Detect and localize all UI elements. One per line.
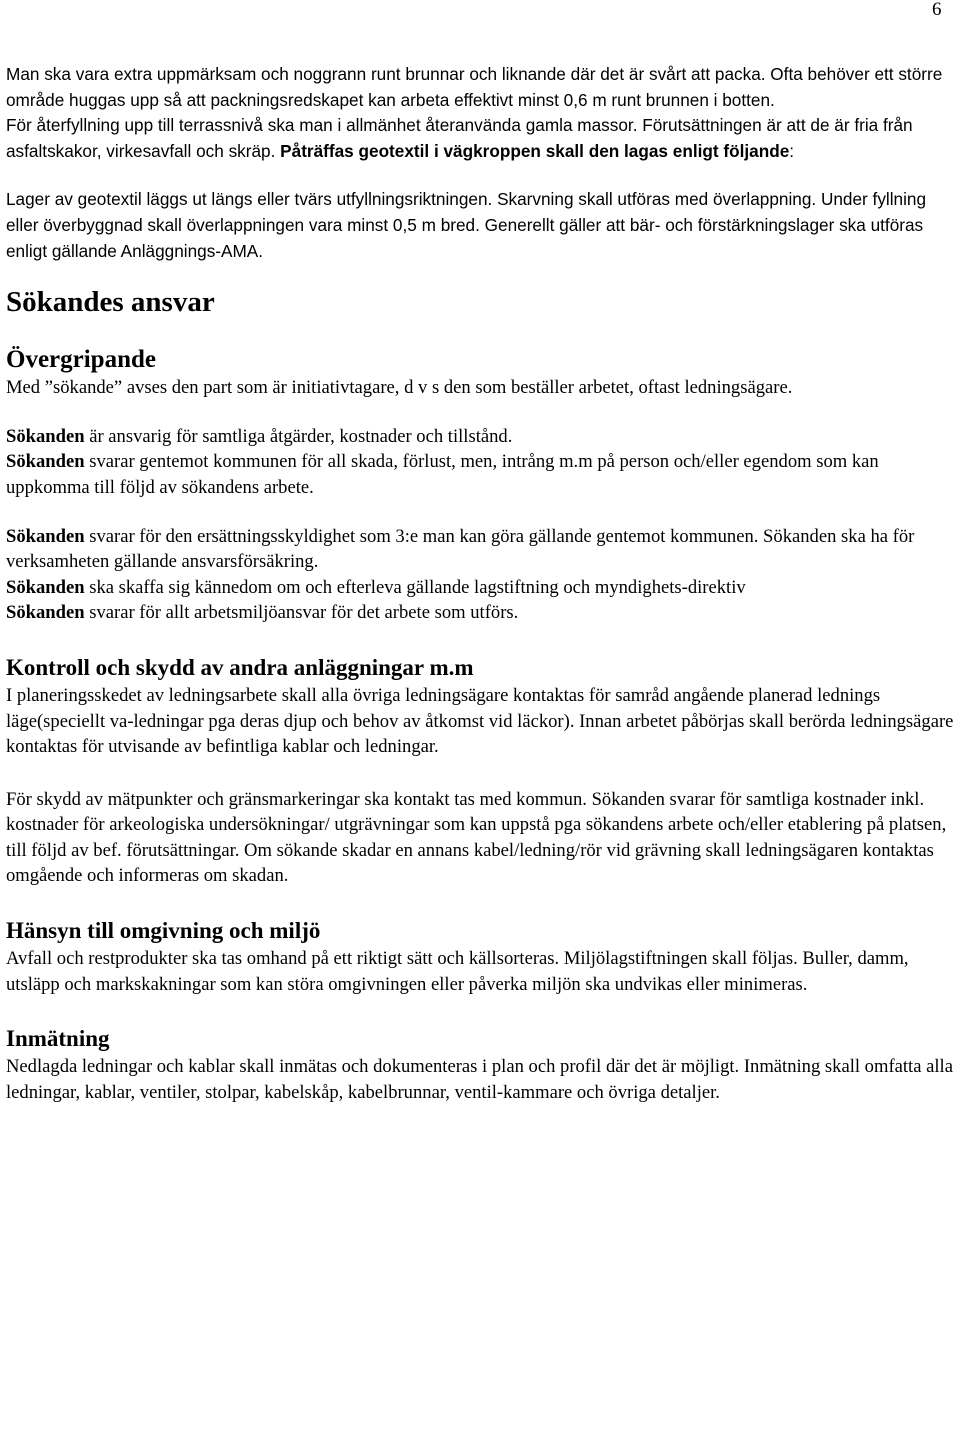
spacer <box>6 760 956 787</box>
intro-p3b-text: Under fyllning eller överbyggnad skall överlappningen vara minst 0,5 m bred. Generellt gäller att bär- och förstärkningslager ska utföras enligt gällande Anläggnings-AMA. <box>6 189 927 261</box>
sokandes-statement-3 <box>6 524 956 575</box>
document-body <box>6 62 956 1105</box>
spacer <box>6 164 956 187</box>
intro-p2-bold: Påträffas geotextil i vägkroppen skall den lagas enligt följande <box>280 140 790 161</box>
page-number: 6 <box>932 0 942 20</box>
kontroll-paragraph-1: I planeringsskedet av ledningsarbete skall alla övriga ledningsägare kontaktas för samråd angående planerad lednings läge(speciellt va-ledningar pga deras djup och behov av åtkomst vid läckor). Innan arbetet påbörjas skall berörda ledningsägare kontaktas för utvisande av befintliga kablar och ledningar. <box>6 684 954 758</box>
statement-text: svarar för den ersättningsskyldighet som 3:e man kan göra gällande gentemot kommunen. Sökanden ska ha för verksamheten gällande ansvarsförsäkring. <box>6 525 915 573</box>
statement-text: svarar gentemot kommunen för all skada, förlust, men, intrång m.m på person och/eller egendom som kan uppkomma till följd av sökandens arbete. <box>6 451 879 498</box>
statement-text: är ansvarig för samtliga åtgärder, kostnader och tillstånd. <box>84 425 513 447</box>
sokanden-bold: Sökanden <box>6 576 85 598</box>
intro-paragraph-3 <box>6 187 956 264</box>
sokanden-bold: Sökanden <box>6 525 85 547</box>
sokandes-statement-4 <box>6 575 956 601</box>
spacer <box>6 401 956 424</box>
intro-p3-text: Lager av geotextil läggs ut längs eller tvärs utfyllningsriktningen. Skarvning skall utföras med överlappning. <box>6 189 817 210</box>
intro-p2-colon: : <box>789 140 795 161</box>
hansyn-paragraph-1: Avfall och restprodukter ska tas omhand på ett riktigt sätt och källsorteras. Miljölagstiftningen skall följas. Buller, damm, utsläpp och markskakningar som kan störa omgivningen eller påverka miljön ska undvikas eller minimeras. <box>6 948 909 995</box>
kontroll-paragraph-2: För skydd av mätpunkter och gränsmarkeringar ska kontakt tas med kommun. Sökanden svarar för samtliga kostnader inkl. kostnader för arkeologiska undersökningar/ utgrävningar som kan uppstå pga sökandens arbete och/eller etablering på platsen, till följd av bef. förutsättningar. Om sökande skadar en annans kabel/ledning/rör vid grävning skall ledningsägaren kontaktas omgående och informeras om skadan. <box>6 788 947 887</box>
spacer <box>6 501 956 524</box>
sokandes-statement-2 <box>6 449 956 500</box>
heading-inmatning: Inmätning <box>6 1026 110 1052</box>
statement-text: ska skaffa sig kännedom om och efterleva gällande lagstiftning och myndighets-direktiv <box>84 576 746 598</box>
heading-kontroll: Kontroll och skydd av andra anläggningar m.m <box>6 654 474 680</box>
heading-sokandes-ansvar: Sökandes ansvar <box>6 286 215 319</box>
sokandes-paragraph-1: Med ”sökande” avses den part som är initiativtagare, d v s den som beställer arbetet, oftast ledningsägare. <box>6 377 793 399</box>
intro-paragraph-1: Man ska vara extra uppmärksam och noggrann runt brunnar och liknande där det är svårt att packa. Ofta behöver ett större område huggas upp så att packningsredskapet kan arbeta effektivt minst 0,6 m runt brunnen i botten. <box>6 64 943 110</box>
sokanden-bold: Sökanden <box>6 602 85 624</box>
statement-text: svarar för allt arbetsmiljöansvar för det arbete som utförs. <box>84 602 519 624</box>
sokandes-statement-1 <box>6 424 956 450</box>
heading-hansyn: Hänsyn till omgivning och miljö <box>6 918 321 944</box>
intro-p2-text: För återfyllning upp till terrassnivå ska man i allmänhet återanvända gamla massor. Förutsättningen är att de är fria från asfaltskakor, virkesavfall och skräp. <box>6 115 913 161</box>
sokandes-statement-5 <box>6 600 956 626</box>
inmatning-paragraph-1: Nedlagda ledningar och kablar skall inmätas och dokumenteras i plan och profil där det är möjligt. Inmätning skall omfatta alla ledningar, kablar, ventiler, stolpar, kabelskåp, kabelbrunnar, ventil-kammare och övriga detaljer. <box>6 1056 953 1103</box>
sokanden-bold: Sökanden <box>6 451 85 473</box>
sokanden-bold: Sökanden <box>6 425 85 447</box>
heading-overgripande: Övergripande <box>6 346 156 374</box>
intro-paragraph-2 <box>6 113 956 164</box>
